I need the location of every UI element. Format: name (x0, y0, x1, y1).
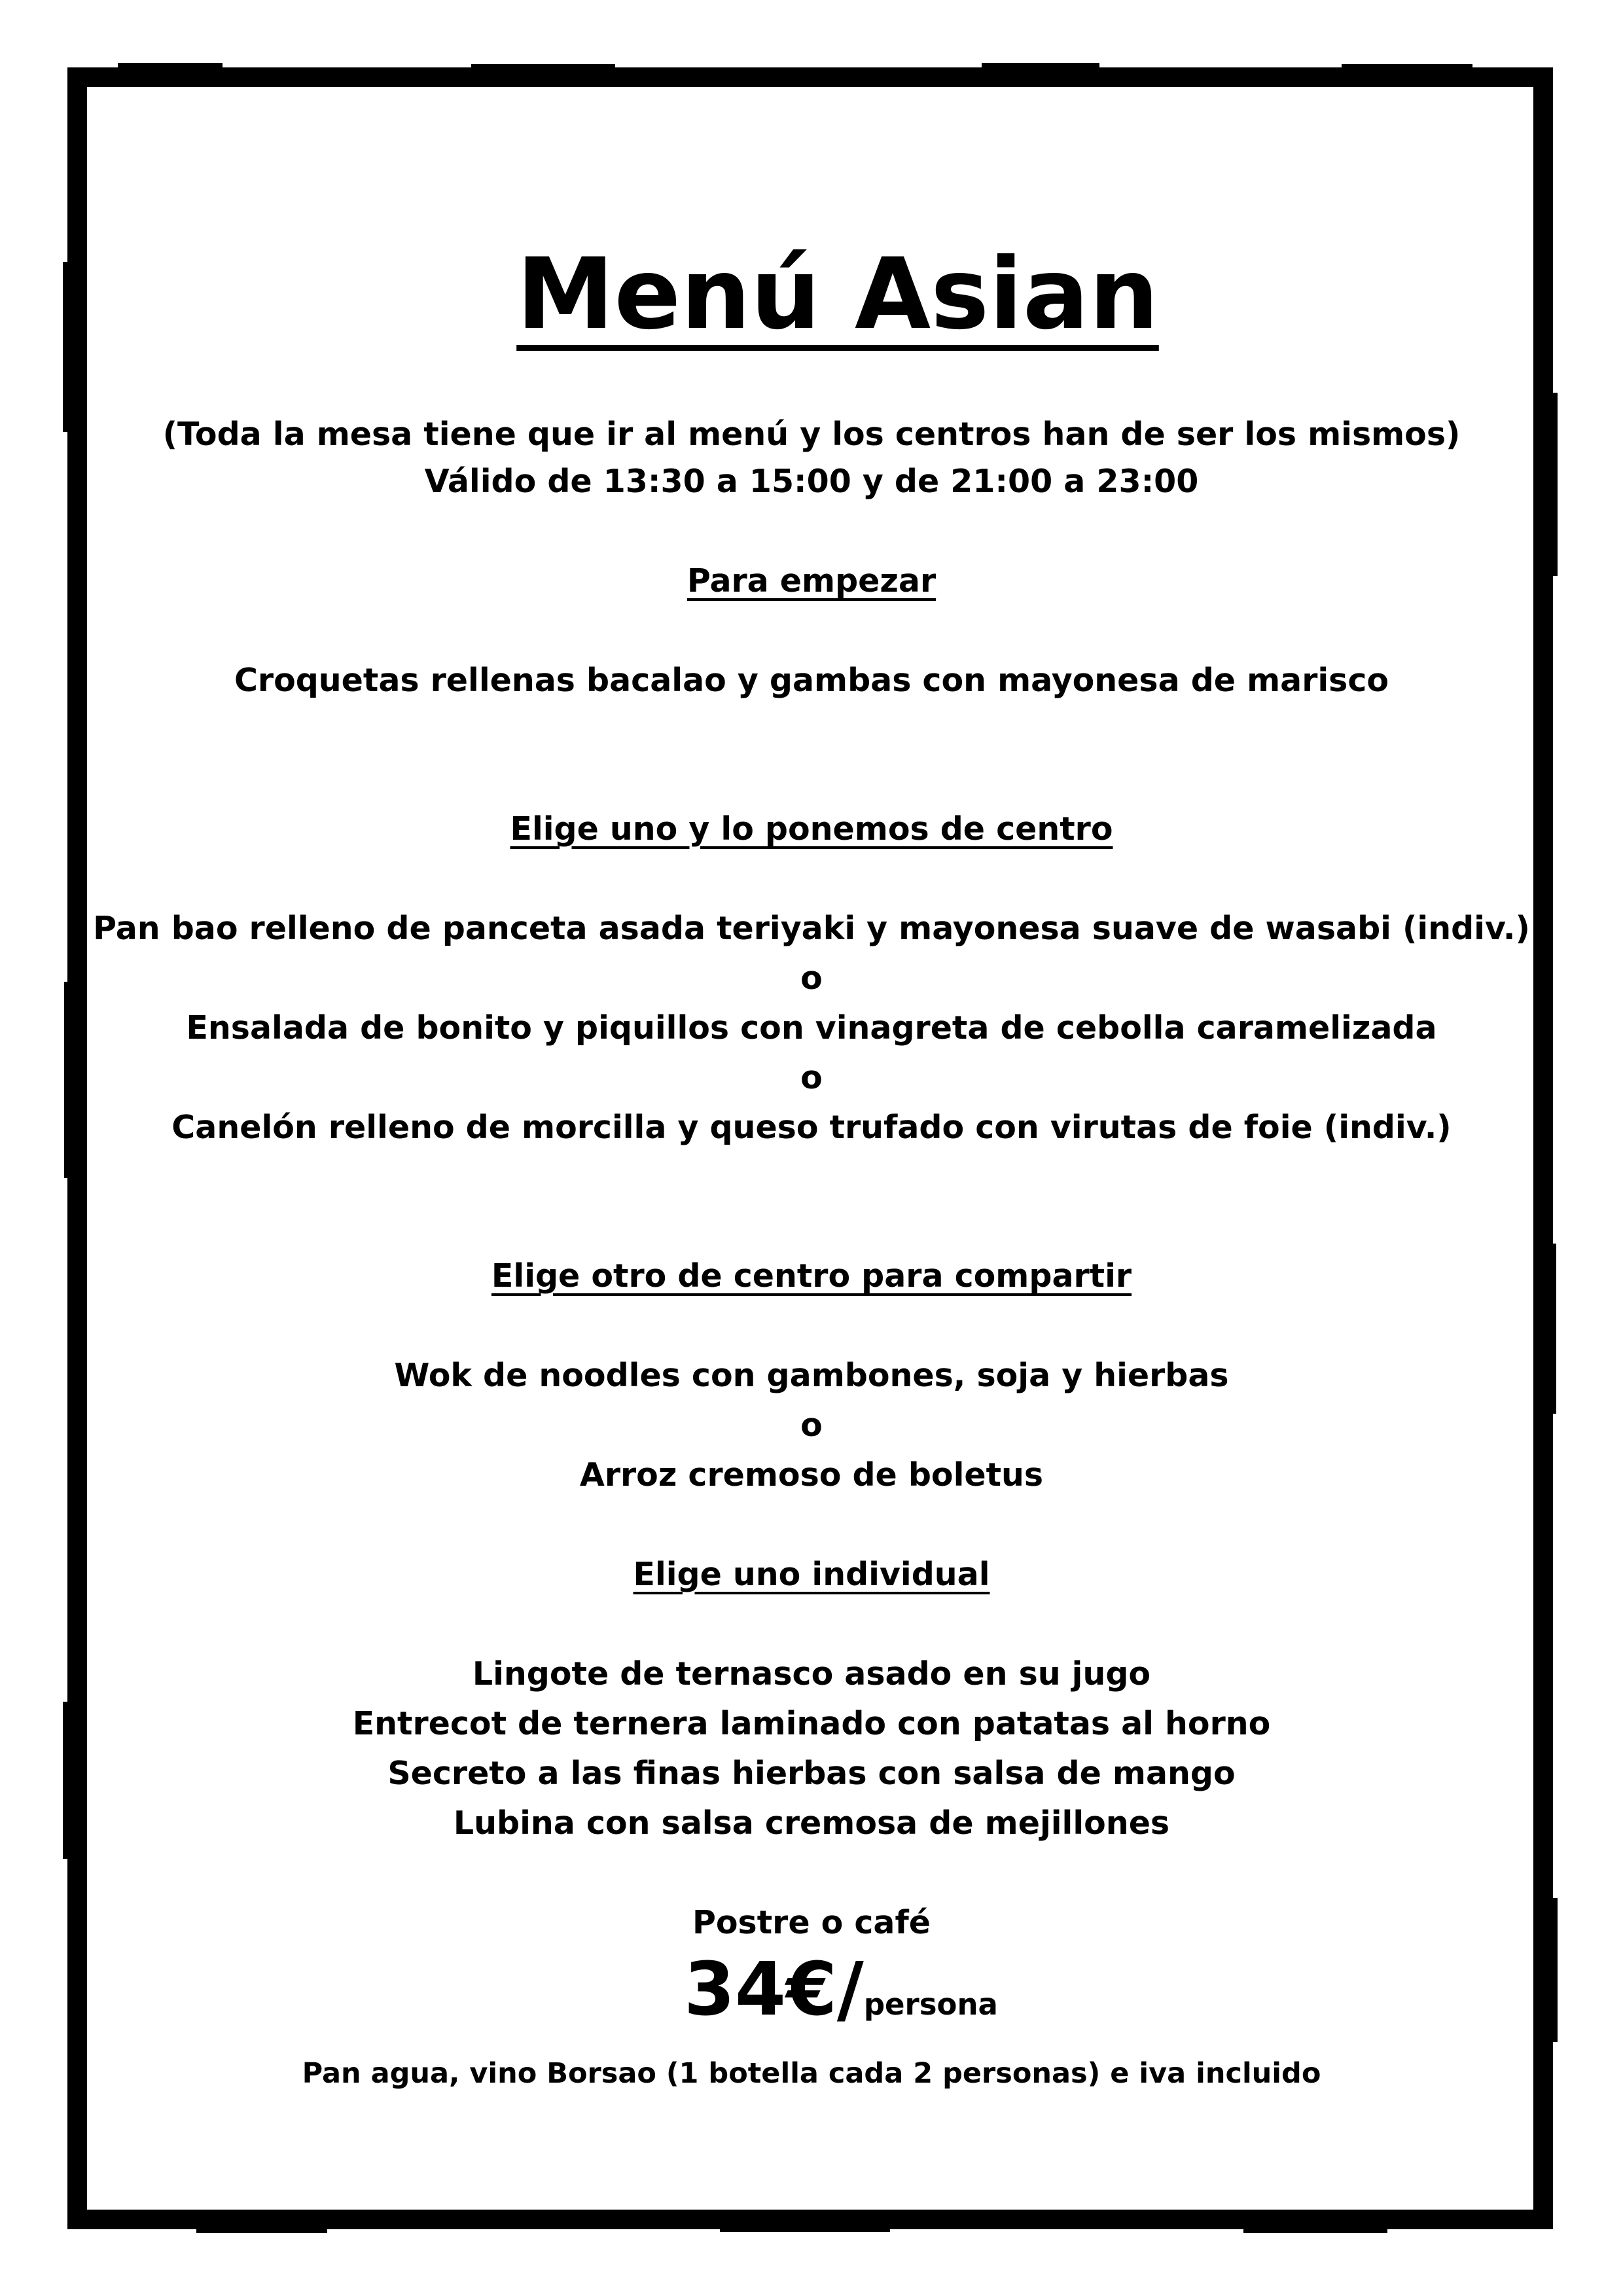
menu-item-separator: o (800, 1407, 823, 1444)
price-amount: 34€/ (684, 1947, 864, 2032)
menu-item: Wok de noodles con gambones, soja y hierbas (394, 1357, 1229, 1394)
menu-item: Lingote de ternasco asado en su jugo (472, 1655, 1151, 1693)
menu-title-text: Menú Asian (516, 238, 1159, 351)
menu-item-separator: o (800, 1059, 823, 1096)
menu-item: Ensalada de bonito y piquillos con vinagreta de cebolla caramelizada (186, 1009, 1437, 1047)
section-heading-text: Para empezar (687, 562, 936, 600)
section-heading-center-choice (0, 808, 1623, 850)
menu-price (0, 1947, 1623, 2032)
section-heading-individual (0, 1554, 1623, 1596)
menu-dessert: Postre o café (692, 1904, 931, 1941)
section-heading-share (0, 1255, 1623, 1297)
section-heading-text: Elige uno y lo ponemos de centro (510, 810, 1113, 848)
menu-note: (Toda la mesa tiene que ir al menú y los centros han de ser los mismos) (162, 416, 1461, 453)
menu-item-separator: o (800, 960, 823, 997)
menu-title (0, 236, 1623, 353)
menu-item: Croquetas rellenas bacalao y gambas con mayonesa de marisco (234, 662, 1389, 699)
menu-footer-note: Pan agua, vino Borsao (1 botella cada 2 personas) e iva incluido (302, 2057, 1321, 2090)
menu-item: Lubina con salsa cremosa de mejillones (453, 1804, 1170, 1842)
section-heading-starters (0, 560, 1623, 602)
menu-item: Entrecot de ternera laminado con patatas al horno (352, 1705, 1271, 1742)
menu-item: Canelón relleno de morcilla y queso trufado con virutas de foie (indiv.) (171, 1109, 1452, 1146)
price-unit: persona (863, 1987, 998, 2022)
section-heading-text: Elige uno individual (633, 1556, 990, 1593)
section-heading-text: Elige otro de centro para compartir (491, 1257, 1132, 1295)
menu-hours: Válido de 13:30 a 15:00 y de 21:00 a 23:00 (424, 463, 1199, 500)
menu-item: Secreto a las finas hierbas con salsa de mango (387, 1755, 1236, 1792)
menu-item: Arroz cremoso de boletus (579, 1456, 1044, 1494)
menu-item: Pan bao relleno de panceta asada teriyaki y mayonesa suave de wasabi (indiv.) (93, 910, 1530, 947)
